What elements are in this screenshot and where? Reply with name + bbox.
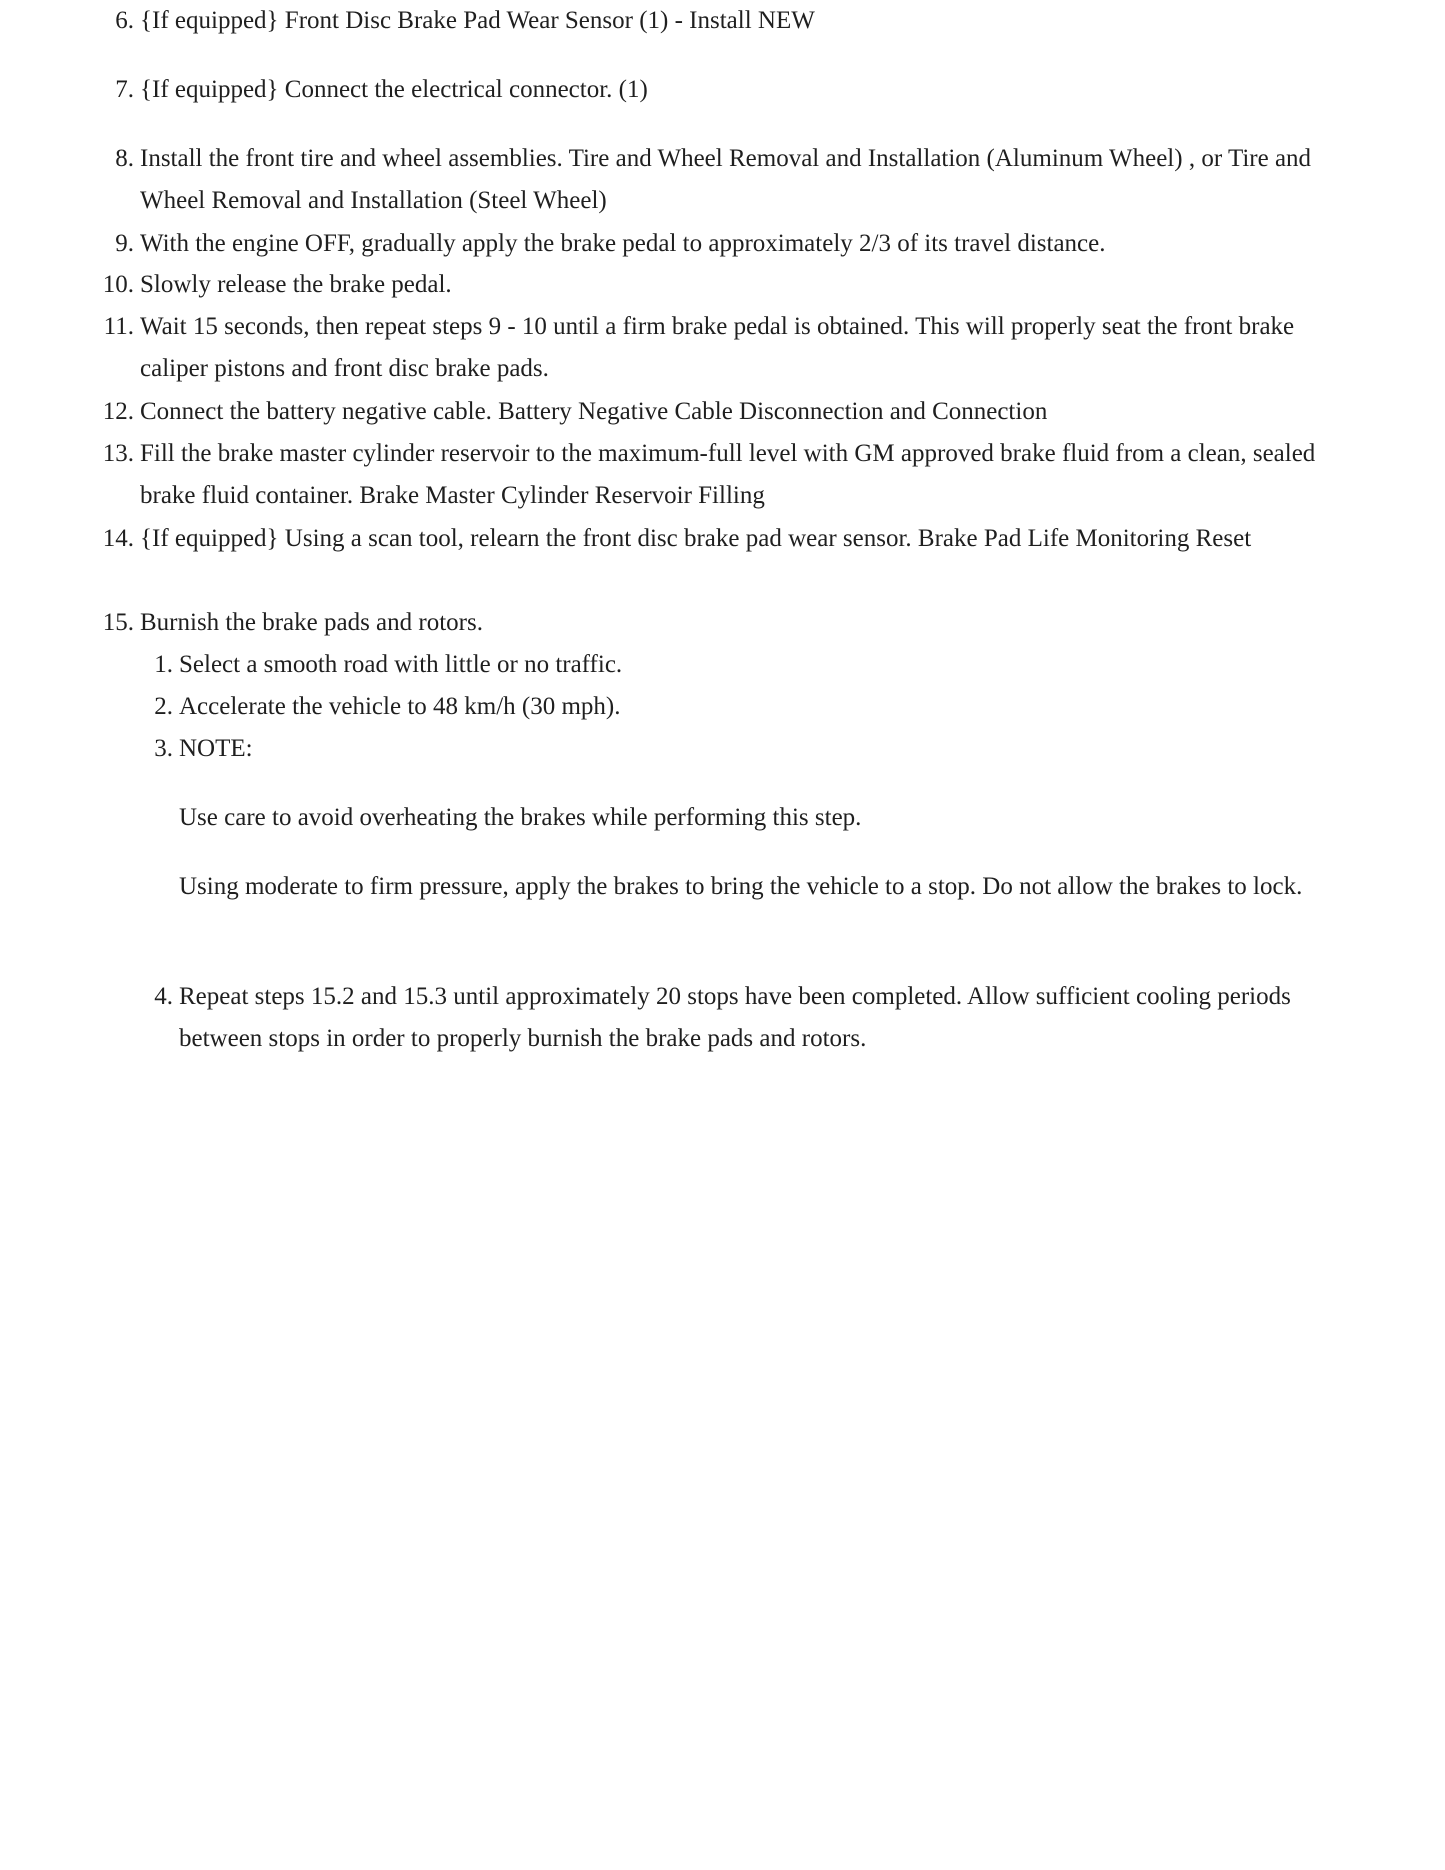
substep-text: Accelerate the vehicle to 48 km/h (30 mph). [179,693,621,720]
step-text: Burnish the brake pads and rotors. [140,609,483,636]
step-number: 15. [102,609,134,636]
step-number: 9. [115,230,134,257]
step-number: 6. [115,7,134,34]
note-label: NOTE: [179,735,253,762]
step-number: 7. [115,76,134,103]
step-text: {If equipped} Using a scan tool, relearn the front disc brake pad wear sensor. Brake Pad Life Monitoring Reset [140,525,1252,552]
step-text: {If equipped} Connect the electrical connector. (1) [140,76,648,103]
step-text: Wait 15 seconds, then repeat steps 9 - 10 until a firm brake pedal is obtained. This will properly seat the front brake caliper pistons and front disc brake pads. [140,313,1295,382]
note-caution: Use care to avoid overheating the brakes while performing this step. [179,804,862,831]
substep-text: Select a smooth road with little or no traffic. [179,651,623,678]
substep-text: Repeat steps 15.2 and 15.3 until approximately 20 stops have been completed. Allow sufficient cooling periods between stops in order to properly burnish the brake pads and rotors. [179,983,1291,1052]
step-text: Install the front tire and wheel assemblies. Tire and Wheel Removal and Installation (Aluminum Wheel) , or Tire and Wheel Removal and Installation (Steel Wheel) [140,145,1312,214]
substep-number: 1. [154,651,173,678]
step-text: Slowly release the brake pedal. [140,271,452,298]
substep-number: 3. [154,735,173,762]
note-instruction: Using moderate to firm pressure, apply the brakes to bring the vehicle to a stop. Do not allow the brakes to lock. [179,873,1303,900]
step-number: 12. [102,398,134,425]
step-number: 13. [102,440,134,467]
step-text: With the engine OFF, gradually apply the brake pedal to approximately 2/3 of its travel distance. [140,230,1106,257]
step-text: Fill the brake master cylinder reservoir to the maximum-full level with GM approved brake fluid from a clean, sealed brake fluid container. Brake Master Cylinder Reservoir Filling [140,440,1316,509]
step-number: 10. [102,271,134,298]
step-number: 11. [103,313,134,340]
step-number: 8. [115,145,134,172]
step-text: {If equipped} Front Disc Brake Pad Wear Sensor (1) - Install NEW [140,7,815,34]
substep-number: 4. [154,983,173,1010]
step-text: Connect the battery negative cable. Battery Negative Cable Disconnection and Connection [140,398,1048,425]
substep-number: 2. [154,693,173,720]
step-number: 14. [102,525,134,552]
